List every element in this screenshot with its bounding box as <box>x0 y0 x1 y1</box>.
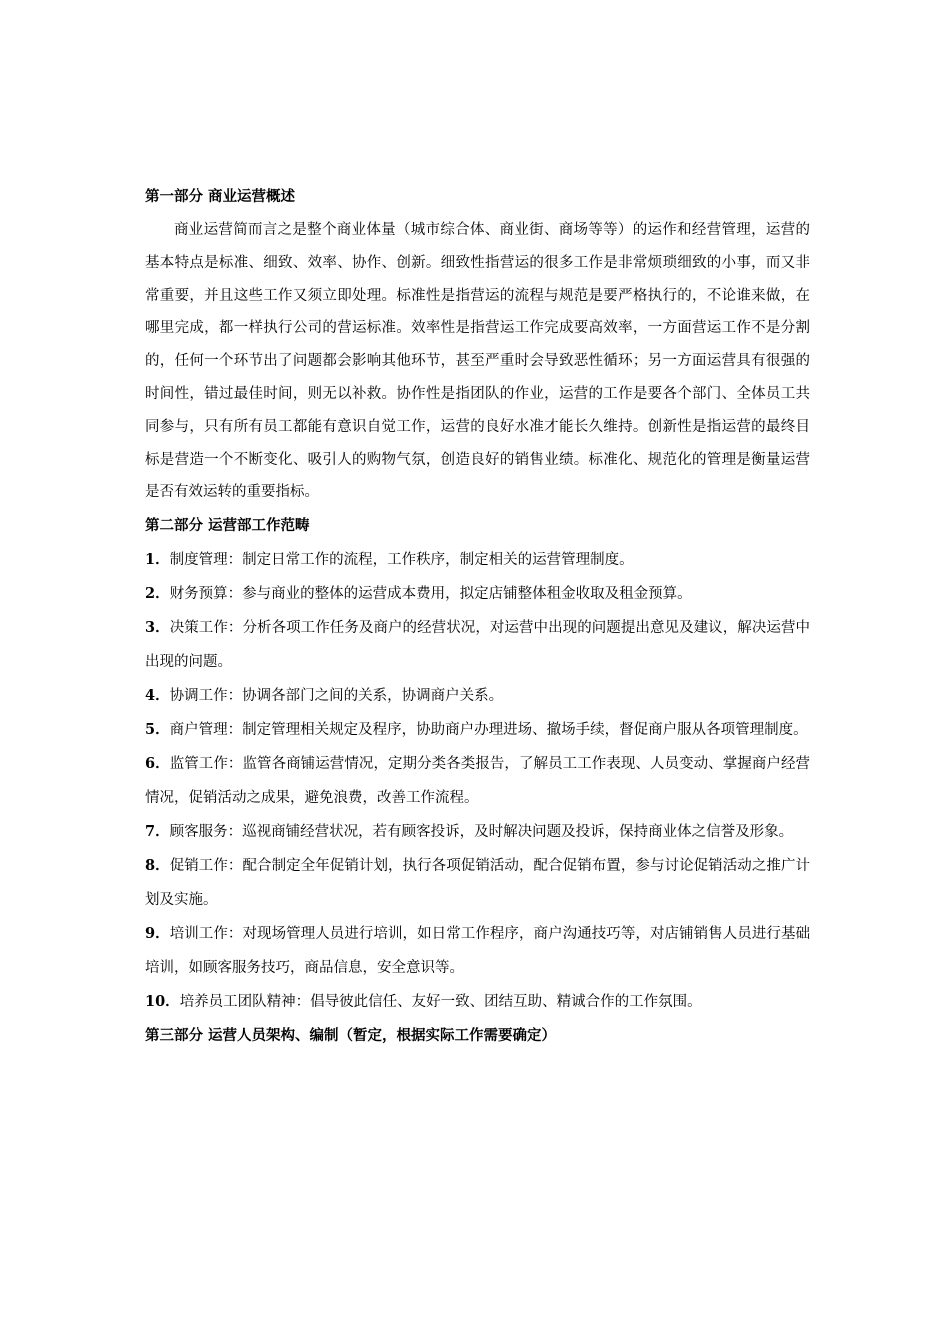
item-text: 促销工作：配合制定全年促销计划，执行各项促销活动，配合促销布置，参与讨论促销活动之推广计划及实施。 <box>145 858 810 909</box>
section3-heading: 第三部分 运营人员架构、编制（暂定，根据实际工作需要确定） <box>145 1028 557 1045</box>
section1-paragraph: 商业运营简而言之是整个商业体量（城市综合体、商业街、商场等等）的运作和经营管理，运营的基本特点是标准、细致、效率、协作、创新。细致性指营运的很多工作是非常烦琐细致的小事，而又非常重要，并且这些工作又须立即处理。标准性是指营运的流程与规范是要严格执行的，不论谁来做，在哪里完成，都一样执行公司的营运标准。效率性是指营运工作完成要高效率，一方面营运工作不是分割的，任何一个环节出了问题都会影响其他环节，甚至严重时会导致恶性循环；另一方面运营具有很强的时间性，错过最佳时间，则无以补救。协作性是指团队的作业，运营的工作是要各个部门、全体员工共同参与，只有所有员工都能有意识自觉工作，运营的良好水准才能长久维持。创新性是指运营的最终目标是营造一个不断变化、吸引人的购物气氛，创造良好的销售业绩。标准化、规范化的管理是衡量运营是否有效运转的重要指标。 <box>145 222 810 501</box>
list-item <box>145 985 810 1019</box>
section1-heading: 第一部分 商业运营概述 <box>145 189 296 205</box>
list-item <box>145 917 810 985</box>
item-text: 协调工作：协调各部门之间的关系，协调商户关系。 <box>169 688 504 705</box>
item-number: 5． <box>145 721 170 739</box>
list-item <box>145 815 810 849</box>
item-text: 培训工作：对现场管理人员进行培训，如日常工作程序，商户沟通技巧等，对店铺销售人员进行基础培训，如顾客服务技巧，商品信息，安全意识等。 <box>145 926 810 977</box>
item-text: 顾客服务：巡视商铺经营状况，若有顾客投诉，及时解决问题及投诉，保持商业体之信誉及形象。 <box>169 824 794 841</box>
list-item <box>145 747 810 815</box>
item-number: 7． <box>145 823 170 841</box>
item-number: 4． <box>145 687 170 705</box>
list-item <box>145 543 810 577</box>
list-item <box>145 611 810 679</box>
item-number: 3． <box>145 619 170 637</box>
item-number: 8． <box>145 857 170 875</box>
section2-heading: 第二部分 运营部工作范畴 <box>145 518 310 535</box>
item-number: 6． <box>145 755 170 773</box>
list-item <box>145 679 810 713</box>
list-item <box>145 849 810 917</box>
item-text: 决策工作：分析各项工作任务及商户的经营状况，对运营中出现的问题提出意见及建议，解决运营中出现的问题。 <box>145 620 810 671</box>
item-number: 10． <box>145 993 180 1011</box>
item-number: 9． <box>145 925 170 943</box>
item-text: 监管工作：监管各商铺运营情况，定期分类各类报告，了解员工工作表现、人员变动、掌握商户经营情况，促销活动之成果，避免浪费，改善工作流程。 <box>145 756 810 807</box>
list-item <box>145 713 810 747</box>
item-number: 2． <box>145 585 170 603</box>
item-text: 培养员工团队精神：倡导彼此信任、友好一致、团结互助、精诚合作的工作氛围。 <box>179 994 702 1011</box>
item-text: 财务预算：参与商业的整体的运营成本费用，拟定店铺整体租金收取及租金预算。 <box>169 586 692 603</box>
item-number: 1． <box>145 551 170 569</box>
document-page <box>145 180 810 1053</box>
item-text: 商户管理：制定管理相关规定及程序，协助商户办理进场、撤场手续，督促商户服从各项管理制度。 <box>169 722 808 739</box>
item-text: 制度管理：制定日常工作的流程，工作秩序，制定相关的运营管理制度。 <box>169 552 634 569</box>
list-item <box>145 577 810 611</box>
